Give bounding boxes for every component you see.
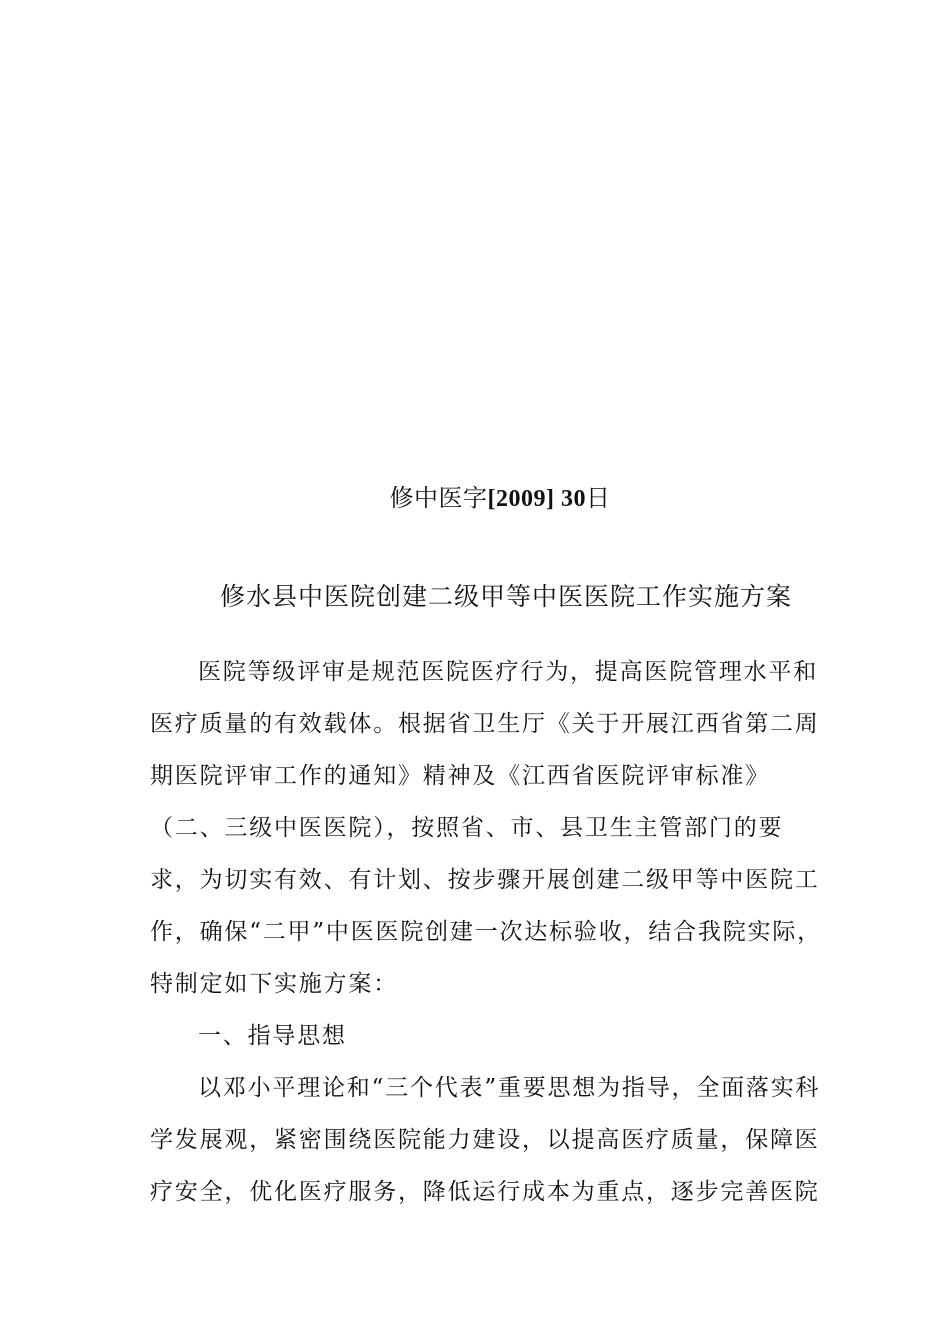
paragraph-line: 医疗质量的有效载体。根据省卫生厅《关于开展江西省第二周 [150, 711, 820, 737]
paragraph-line: 特制定如下实施方案： [150, 971, 398, 997]
paragraph-line: 求，为切实有效、有计划、按步骤开展创建二级甲等中医院工 [150, 867, 820, 893]
section-heading: 一、指导思想 [198, 1023, 347, 1049]
document-number-suffix: 日 [585, 484, 611, 512]
paragraph-line: 疗安全，优化医疗服务，降低运行成本为重点，逐步完善医院 [150, 1179, 820, 1205]
paragraph-line: 作，确保“二甲”中医医院创建一次达标验收，结合我院实际， [150, 919, 822, 945]
paragraph-line: （二、三级中医医院），按照省、市、县卫生主管部门的要 [150, 815, 784, 841]
paragraph-line: 医院等级评审是规范医院医疗行为，提高医院管理水平和 [198, 659, 818, 685]
document-number-prefix: 修中医字 [389, 484, 488, 512]
document-title: 修水县中医院创建二级甲等中医医院工作实施方案 [220, 582, 793, 611]
document-number [0, 478, 950, 519]
document-body [150, 652, 822, 1224]
paragraph-line: 学发展观，紧密围绕医院能力建设，以提高医疗质量，保障医 [150, 1127, 820, 1153]
document-number-code: [2009] 30 [487, 486, 586, 512]
paragraph-line: 期医院评审工作的通知》精神及《江西省医院评审标准》 [150, 763, 770, 789]
paragraph-line: 以邓小平理论和“三个代表”重要思想为指导，全面落实科 [198, 1075, 821, 1101]
